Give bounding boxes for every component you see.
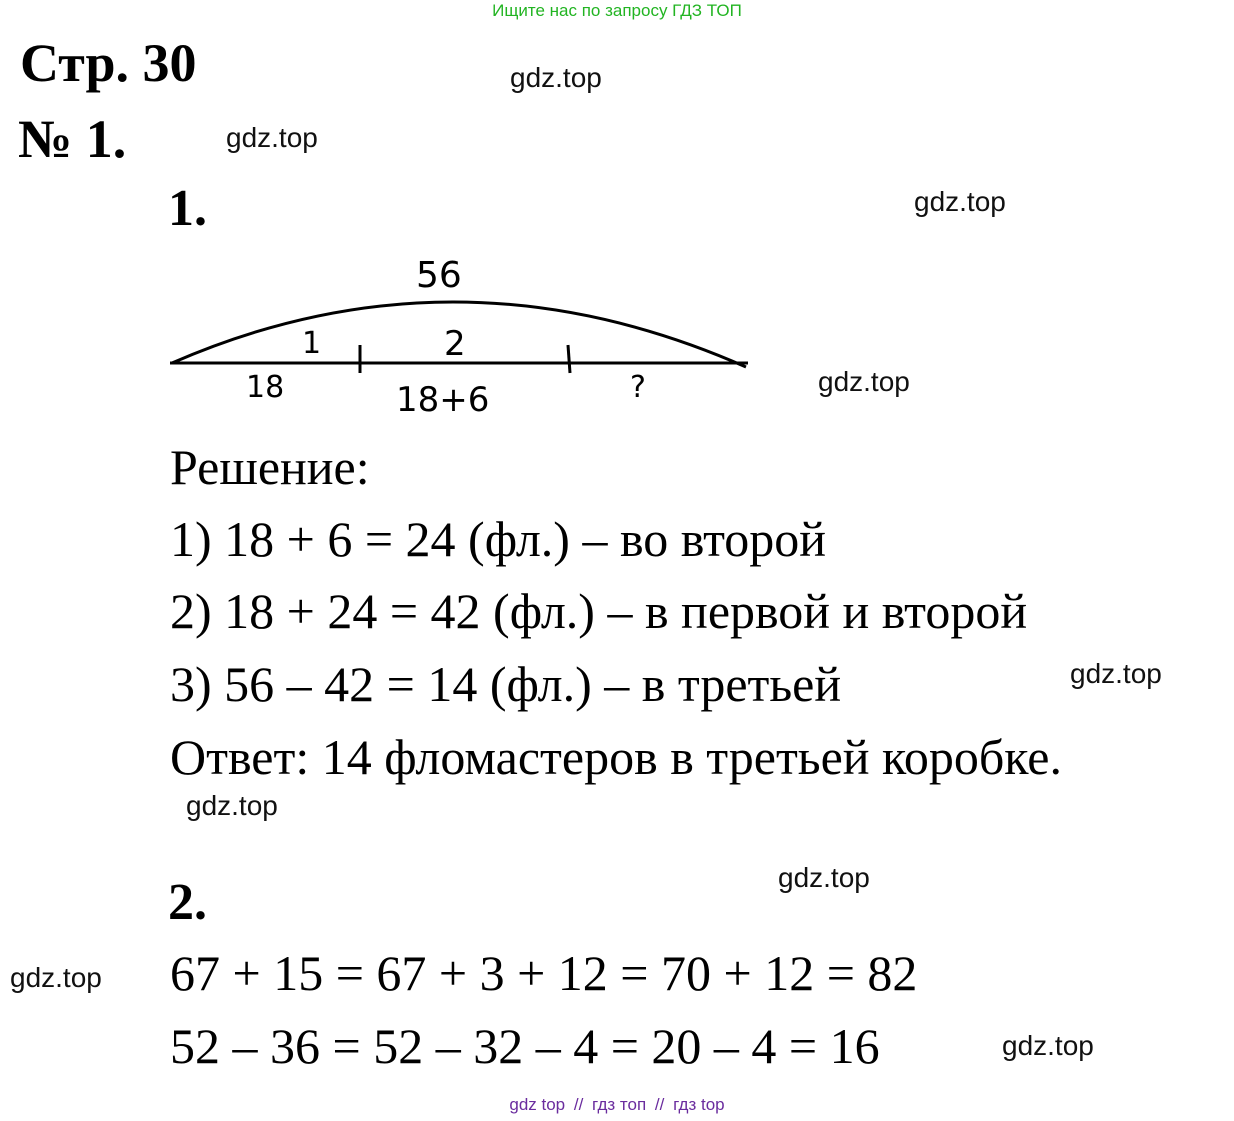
equation-1: 67 + 15 = 67 + 3 + 12 = 70 + 12 = 82 [170,945,918,1001]
segment-value-2: 18+6 [396,380,490,420]
solution-step-2: 2) 18 + 24 = 42 (фл.) – в первой и второй [170,583,1028,639]
watermark: gdz.top [510,62,602,93]
solution-step-3: 3) 56 – 42 = 14 (фл.) – в третьей [170,656,842,712]
watermark: gdz.top [818,366,910,397]
footer-link[interactable]: гдз top [673,1095,725,1114]
footer-link[interactable]: gdz top [509,1095,566,1114]
watermark: gdz.top [914,186,1006,217]
top-banner[interactable]: Ищите нас по запросу ГДЗ ТОП [492,1,742,20]
total-label: 56 [416,255,462,296]
segment-label-1: 1 [302,326,322,361]
watermark: gdz.top [186,790,278,821]
segment-value-3: ? [630,370,646,405]
watermark: gdz.top [226,122,318,153]
page-title: Стр. 30 [20,33,197,93]
footer-links [0,1095,1234,1115]
footer-separator: // [654,1095,665,1114]
equation-2: 52 – 36 = 52 – 32 – 4 = 20 – 4 = 16 [170,1018,880,1074]
watermark: gdz.top [778,862,870,893]
part-1-label: 1. [168,180,207,237]
footer-link[interactable]: гдз топ [592,1095,647,1114]
task-number: № 1. [18,109,127,169]
part-2-label: 2. [168,874,207,931]
watermark: gdz.top [1002,1030,1094,1061]
answer: Ответ: 14 фломастеров в третьей коробке. [170,729,1062,785]
segment-label-2: 2 [444,324,466,364]
watermark: gdz.top [10,962,102,993]
segment-diagram [160,245,760,425]
solution-heading: Решение: [170,439,370,495]
solution-step-1: 1) 18 + 6 = 24 (фл.) – во второй [170,511,827,567]
segment-value-1: 18 [246,370,285,405]
watermark: gdz.top [1070,658,1162,689]
division-tick [568,345,570,373]
footer-separator: // [573,1095,584,1114]
